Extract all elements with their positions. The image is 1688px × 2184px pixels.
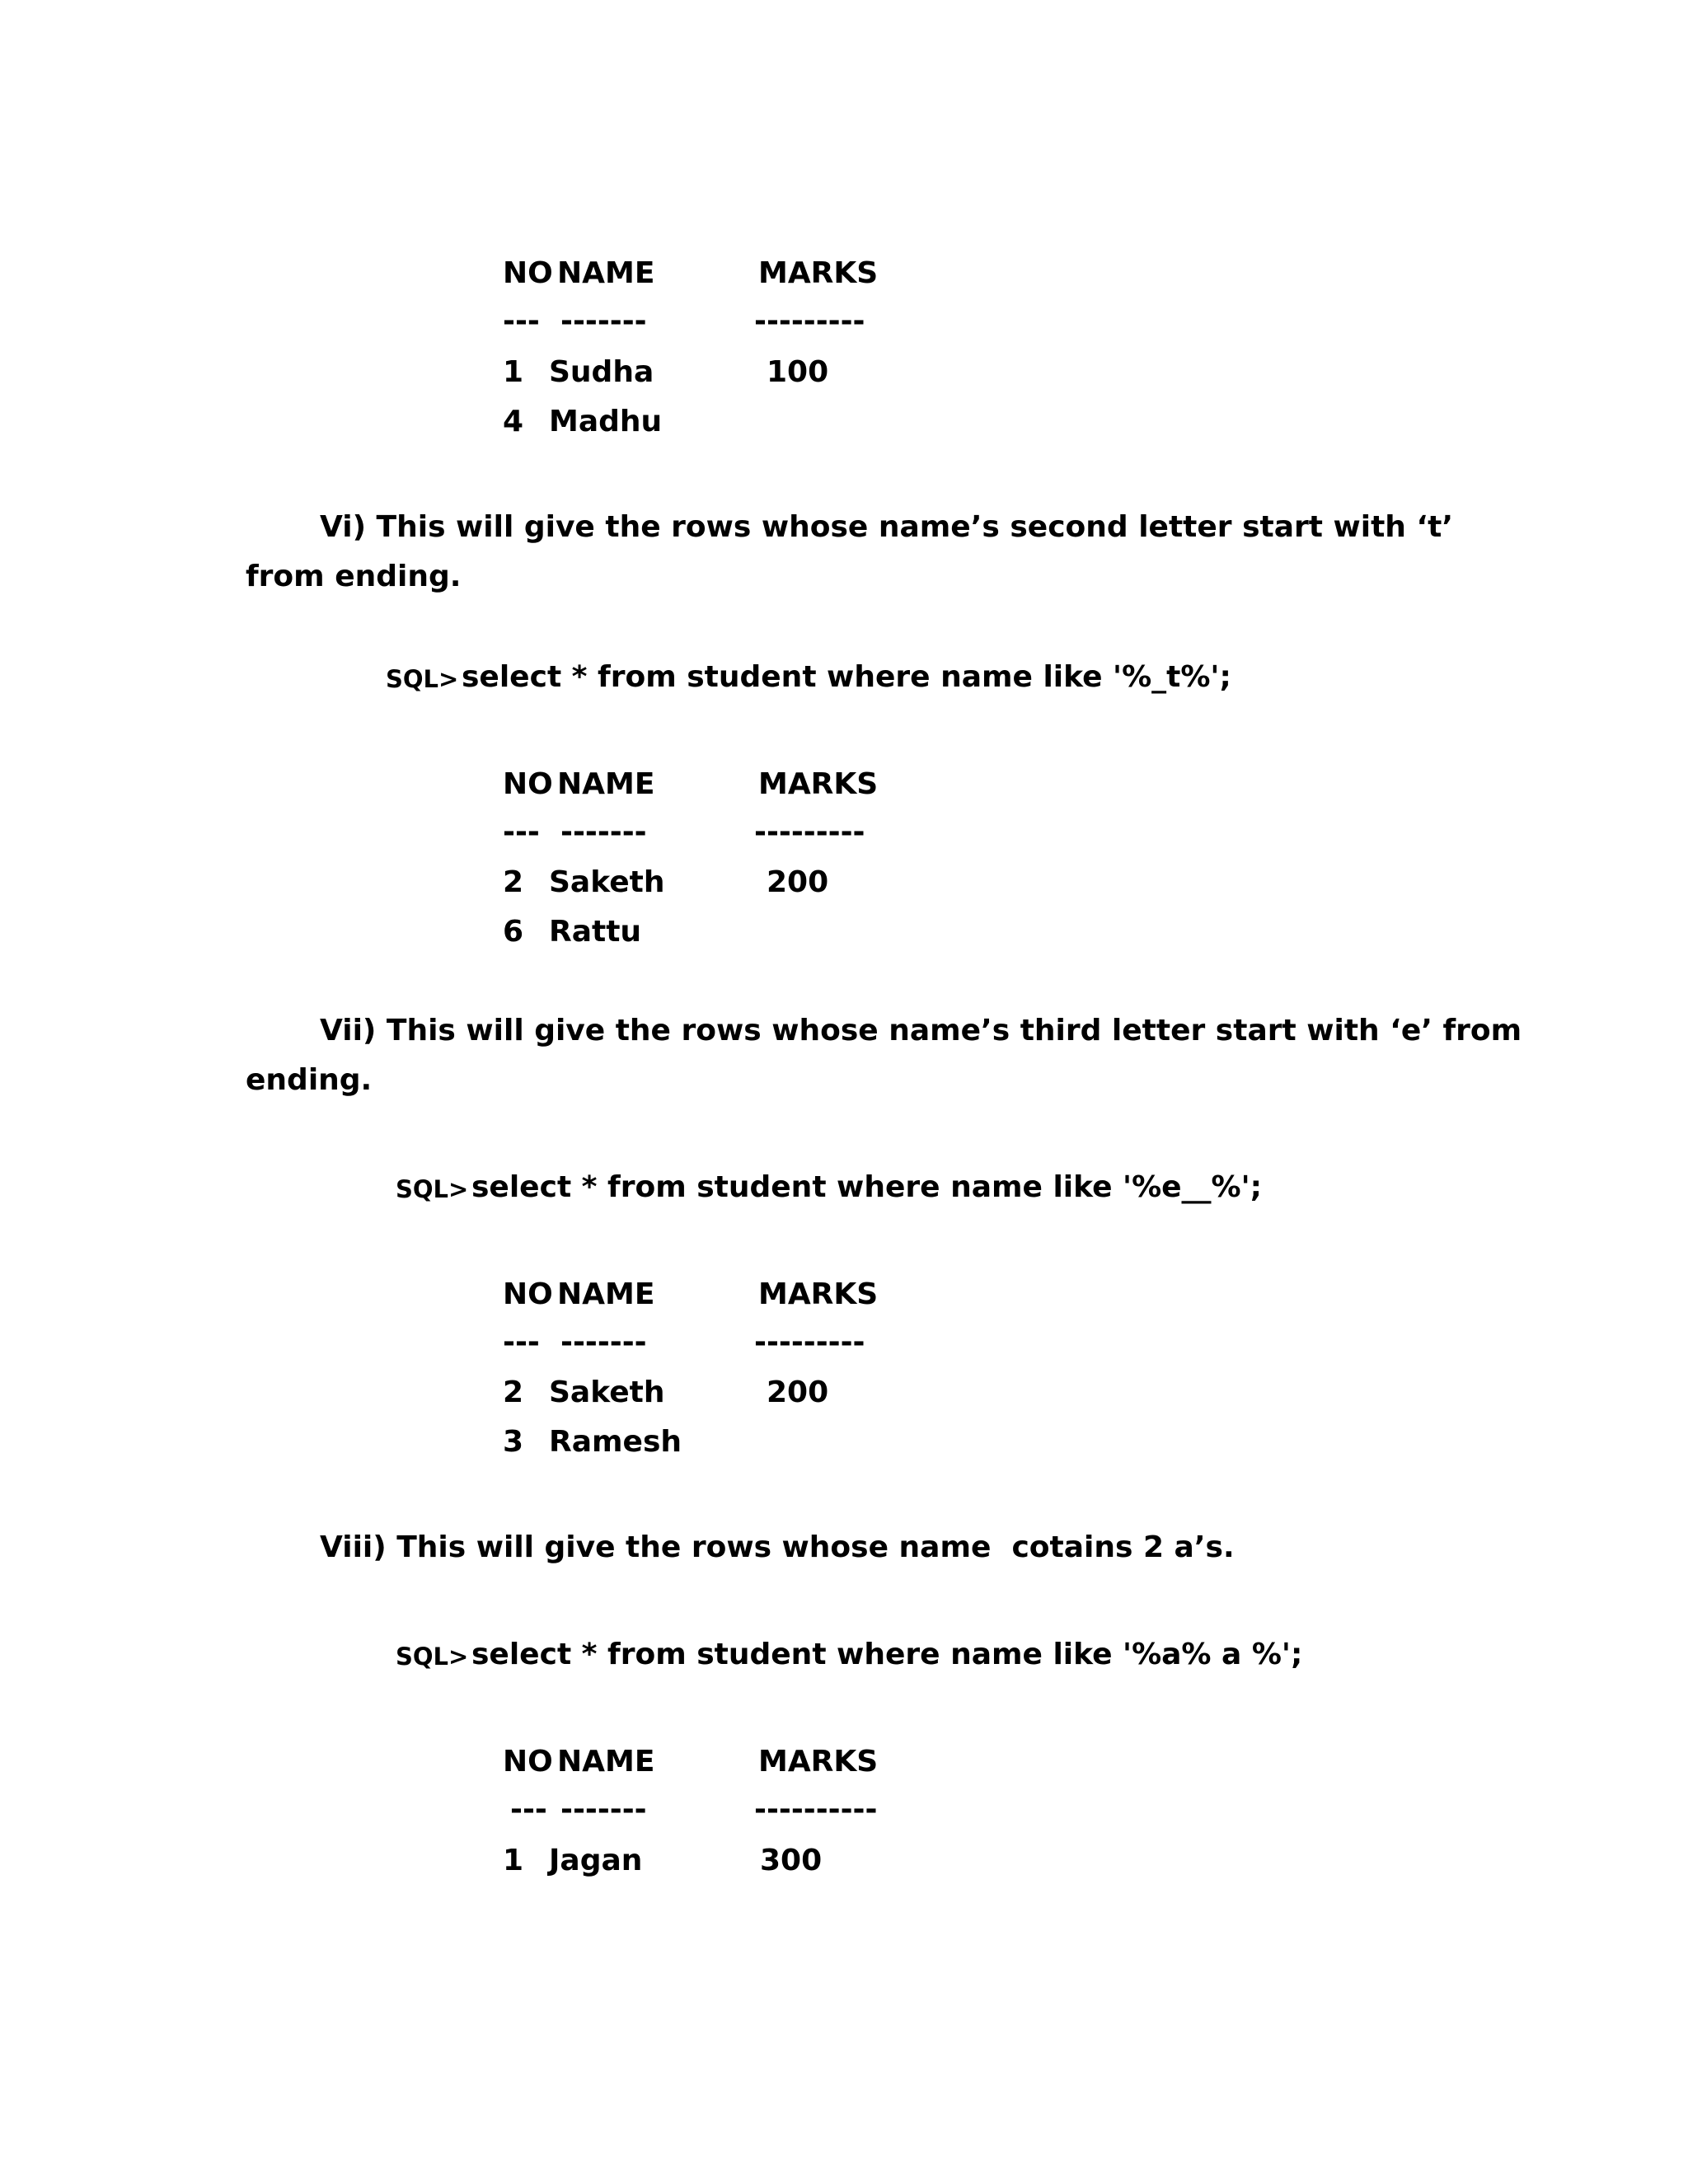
column-header-name: NAME (557, 1745, 655, 1779)
cell-no: 6 (503, 915, 524, 949)
separator-name: ------- (560, 304, 647, 338)
column-header-name: NAME (557, 256, 655, 290)
separator-no: --- (503, 1325, 540, 1359)
sql-statement: select * from student where name like '%_t%'; (462, 660, 1231, 694)
separator-marks: --------- (754, 304, 865, 338)
column-header-marks: MARKS (758, 256, 879, 290)
cell-name: Saketh (549, 865, 665, 899)
sql-statement: select * from student where name like '%a% a %'; (471, 1638, 1303, 1671)
separator-no: --- (503, 304, 540, 338)
section-description-line: from ending. (246, 560, 462, 593)
cell-name: Ramesh (549, 1425, 682, 1459)
cell-marks: 300 (760, 1844, 823, 1877)
cell-no: 4 (503, 405, 524, 438)
section-description-line: Vi) This will give the rows whose name’s second letter start with ‘t’ (320, 510, 1454, 544)
separator-name: ------- (560, 815, 647, 849)
column-header-no: NO (503, 767, 553, 801)
section-description-line: Viii) This will give the rows whose name cotains 2 a’s. (320, 1530, 1235, 1564)
sql-prompt: SQL> (396, 1175, 469, 1203)
column-header-name: NAME (557, 767, 655, 801)
cell-marks: 200 (767, 865, 829, 899)
sql-statement: select * from student where name like '%e__%'; (471, 1170, 1263, 1204)
separator-no: --- (503, 815, 540, 849)
separator-name: ------- (560, 1793, 647, 1826)
cell-name: Madhu (549, 405, 663, 438)
section-description-line: Vii) This will give the rows whose name’s third letter start with ‘e’ from (320, 1014, 1522, 1047)
cell-name: Sudha (549, 355, 654, 389)
column-header-marks: MARKS (758, 1277, 879, 1311)
cell-marks: 200 (767, 1376, 829, 1409)
cell-name: Jagan (549, 1844, 643, 1877)
cell-no: 3 (503, 1425, 524, 1459)
column-header-marks: MARKS (758, 1745, 879, 1779)
cell-name: Rattu (549, 915, 642, 949)
cell-no: 1 (503, 355, 524, 389)
section-description-line: ending. (246, 1063, 373, 1097)
cell-no: 2 (503, 1376, 524, 1409)
column-header-name: NAME (557, 1277, 655, 1311)
column-header-no: NO (503, 1745, 553, 1779)
separator-name: ------- (560, 1325, 647, 1359)
column-header-marks: MARKS (758, 767, 879, 801)
cell-marks: 100 (767, 355, 829, 389)
cell-name: Saketh (549, 1376, 665, 1409)
separator-marks: ---------- (754, 1793, 878, 1826)
separator-marks: --------- (754, 1325, 865, 1359)
column-header-no: NO (503, 256, 553, 290)
column-header-no: NO (503, 1277, 553, 1311)
separator-no: --- (510, 1793, 547, 1826)
sql-prompt: SQL> (386, 665, 459, 693)
sql-prompt: SQL> (396, 1643, 469, 1671)
cell-no: 1 (503, 1844, 524, 1877)
separator-marks: --------- (754, 815, 865, 849)
cell-no: 2 (503, 865, 524, 899)
